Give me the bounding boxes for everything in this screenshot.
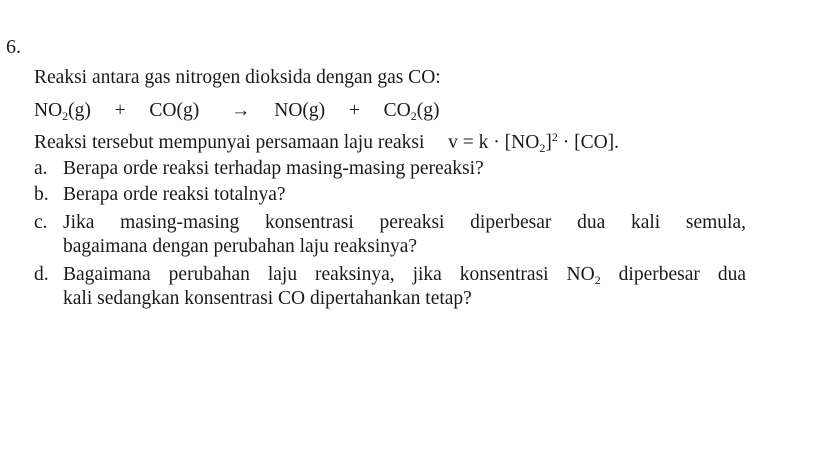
product-co2: $CO_2(g)$ [383, 100, 440, 123]
question-intro: Reaksi antara gas nitrogen dioksida dengan gas CO: [34, 67, 441, 88]
reaction-arrow: → [231, 100, 251, 121]
rate-law-line [34, 131, 619, 155]
item-label: a. [34, 158, 48, 179]
item-label: c. [34, 212, 48, 233]
item-label: d. [34, 264, 49, 285]
item-text-line-2: bagaimana dengan perubahan laju reaksinya? [63, 236, 418, 257]
plus-sign-2: + [348, 100, 360, 121]
list-item-b [34, 183, 746, 207]
question-number: 6. [6, 36, 21, 58]
list-item-d [34, 263, 746, 311]
plus-sign: + [114, 100, 126, 121]
item-label: b. [34, 184, 49, 205]
reactant-no2: $NO_2(g)$ [34, 100, 91, 123]
item-text-line-1: Bagaimana perubahan laju reaksinya, jika konsentrasi $NO_2$ diperbesar dua [63, 264, 746, 287]
reactant-co: CO(g) [149, 100, 200, 121]
rate-law-text: Reaksi tersebut mempunyai persamaan laju reaksi [34, 132, 425, 153]
product-no: NO(g) [274, 100, 326, 121]
list-item-c [34, 211, 746, 259]
list-item-a [34, 157, 746, 181]
item-text: Berapa orde reaksi totalnya? [63, 184, 286, 205]
chemical-equation [34, 98, 440, 124]
rate-law-expression: $v = k \cdot [NO_2]^2 \cdot [CO]$. [448, 130, 620, 155]
item-text-line-2: kali sedangkan konsentrasi CO dipertahankan tetap? [63, 288, 472, 309]
item-text-line-1: Jika masing-masing konsentrasi pereaksi diperbesar dua kali semula, [63, 212, 746, 233]
item-text: Berapa orde reaksi terhadap masing-masing pereaksi? [63, 158, 484, 179]
